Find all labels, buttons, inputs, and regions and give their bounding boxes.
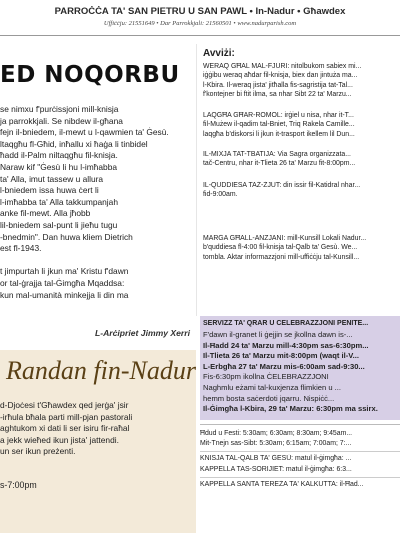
mass-times-line: Ħdud u Festi: 5:30am; 6:30am; 8:30am; 9:45am... (200, 424, 400, 439)
mass-times-line: KNISJA TAL-QALB TA' ĠESÙ: matul il-ġimgħa: ... (200, 455, 352, 463)
notice-line: l-Kbira. Il-weraq jista' jitħalla fis-sagristija tat-Tal... (203, 81, 353, 89)
article-line: -bnedmin". Dan huwa kliem Dietrich (0, 231, 133, 242)
ramadan-line: d-Djoċesi t'Għawdex qed jerġa' jsir (0, 400, 129, 410)
article-line: lil-bniedem sal-punt li jieħu tugu (0, 219, 118, 230)
notices-box (196, 44, 400, 316)
ramadan-body (0, 400, 190, 458)
article-line: anke fil-mewt. Alla jħobb (0, 208, 91, 219)
notice-line: laqgħa b'diskorsi li jkun it-trasport ikellem lil Dun... (203, 130, 355, 138)
article-line: se nimxu f'purċissjoni mill-knisja (0, 104, 119, 114)
notice-line: tač-Ċentru, nhar it-Tlieta 26 ta' Marzu fit-8:00pm... (203, 160, 356, 168)
confession-line: hemm bosta saċerdoti jqarru. Nispiċċ... (203, 393, 335, 403)
article-heading: ED NOQORBU (0, 62, 180, 88)
confession-line: Il-Tlieta 26 ta' Marzu mit-8:00pm (waqt il-V... (203, 351, 359, 361)
confession-service-box (200, 316, 400, 420)
ramadan-box (0, 350, 196, 533)
ramadan-line: a jekk wieħed ikun jista' jattendi. (0, 434, 119, 445)
notice-anzjani (203, 234, 400, 262)
article-line (0, 255, 192, 267)
notices-title: Avviżi: (203, 48, 235, 59)
confession-line: L-Erbgħa 27 ta' Marzu mis-6:00am sad-9:30... (203, 361, 365, 371)
confession-body (203, 330, 399, 415)
mass-times-line: Mit-Tnejn sas-Sibt: 5:30am; 6:15am; 7:00am; 7:... (200, 440, 352, 448)
ramadan-line: aghtukom xi dati li ser isiru fir-raħal (0, 423, 130, 434)
article-line: ħadd il-Palm niltaqgħu fil-knisja. (0, 150, 118, 161)
masthead-title: PARROĊĊA TA' SAN PIETRU U SAN PAWL • In-Nadur • Għawdex (54, 6, 346, 17)
article-line: ta' Alla, imut tassew u allura (0, 173, 104, 184)
mass-times-divider (200, 451, 400, 452)
confession-line: F'dawn il-granet li ġejjin se jkollna dawn is-... (203, 330, 353, 339)
article-line: or tal-ġrajja tal-Ġimgħa Mqaddsa: (0, 277, 125, 288)
mass-times (200, 424, 400, 490)
mass-times-divider (200, 477, 400, 478)
notice-line: f'kontejner bi ftit ilma, sa nhar Sibt 22 ta' Marzu... (203, 91, 352, 99)
article-line: l-bniedem issa huwa ċert li (0, 185, 99, 196)
right-column (196, 44, 400, 533)
notice-line: fil-Mużew il-qadim tal-Bniet, Triq Rakela Camille... (203, 121, 355, 129)
notice-line: fid-9:00am. (203, 191, 238, 199)
masthead (0, 0, 400, 44)
notice-line: IL-QUDDIESA TAŻ-ŻJUT: din issir fil-Katidral nhar... (203, 182, 361, 189)
article-body (0, 104, 192, 301)
ramadan-line: un ser ikun preżenti. (0, 446, 76, 457)
notice-mixja (203, 150, 400, 169)
notice-line: MARĠA GĦALL-ANZJANI: mill-Kunsill Lokali Nadur... (203, 235, 367, 242)
article-line: ja parrokkjali. Se nibdew il-għana (0, 115, 123, 126)
confession-line: Il-Ħadd 24 ta' Marzu mill-4:30pm sas-6:30pm... (203, 340, 369, 350)
article-line: ltaqgħu fl-Għid, inħallu xi ħaġa li tinbidel (0, 138, 148, 149)
article-line: t jimpurtah li jkun ma' Kristu f'dawn (0, 266, 129, 277)
article-line: kun mal-umanità minkejja li din ma (0, 289, 129, 300)
ramadan-line: -irħula bħala parti mill-pjan pastorali (0, 411, 133, 422)
notice-line: tombla. Aktar informazzjoni mill-uffiċċju tal-Kunsill... (203, 253, 360, 261)
article-line: Naraw kif "Ġesù li hu l-imħabba (0, 161, 118, 172)
masthead-contact: Uffiċċju: 21551649 • Dar Parrokkjali: 21560501 • www.nadurparish.com (103, 20, 297, 27)
article-line: est fl-1943. (0, 243, 42, 254)
notice-line: iġġibu weraq aħdar fil-knisja, biex dan jintuża ma... (203, 72, 358, 80)
masthead-divider (0, 35, 400, 36)
article-signature: L-Arċipriet Jimmy Xerri (94, 328, 190, 338)
article-line: fejn il-bniedem, il-mewt u l-qawmien ta' Ġesù. (0, 127, 169, 138)
left-column (0, 44, 196, 533)
confession-heading: SERVIZZ TA' QRAR U ĊELEBRAZZJONI PENITE... (203, 320, 369, 327)
mass-times-line: KAPPELLA SANTA TEREŻA TA' KALKUTTA: il-Ħad... (200, 480, 364, 488)
mass-times-line: KAPPELLA TAS-SORIJIET: matul il-ġimgħa: 6:3... (200, 465, 352, 473)
notice-weraq (203, 62, 400, 100)
notice-line: LAQGĦA GĦAR-ROMOL: irġiel u nisa, nhar it-T... (203, 112, 354, 119)
confession-line: Naghmlu eżami tal-kuxjenza flimkien u ... (203, 382, 342, 392)
notice-line: IL-MIXJA TAT-TBATIJA: Via Sagra organizzata... (203, 151, 351, 158)
ramadan-title: Randan fin-Nadur (6, 356, 196, 385)
ramadan-time: s-7:00pm (0, 480, 37, 490)
notice-line: WERAQ GĦAL MAL-FJURI: nitolbukom sabiex mi... (203, 63, 362, 70)
article-line: l-imħabba ta' Alla takkumpanjah (0, 196, 118, 207)
confession-line: Fis-6:30pm ikollna ĊELEBRAZZJONI (203, 372, 329, 382)
notice-zjut (203, 181, 400, 200)
notice-line: b'quddiesa fl-4:00 fil-knisja tal-Qalb ta' Ġesù. We... (203, 244, 358, 252)
notice-romol (203, 111, 400, 139)
confession-line: Il-Ġimgħa l-Kbira, 29 ta' Marzu: 6:30pm ma ssirx. (203, 404, 378, 414)
